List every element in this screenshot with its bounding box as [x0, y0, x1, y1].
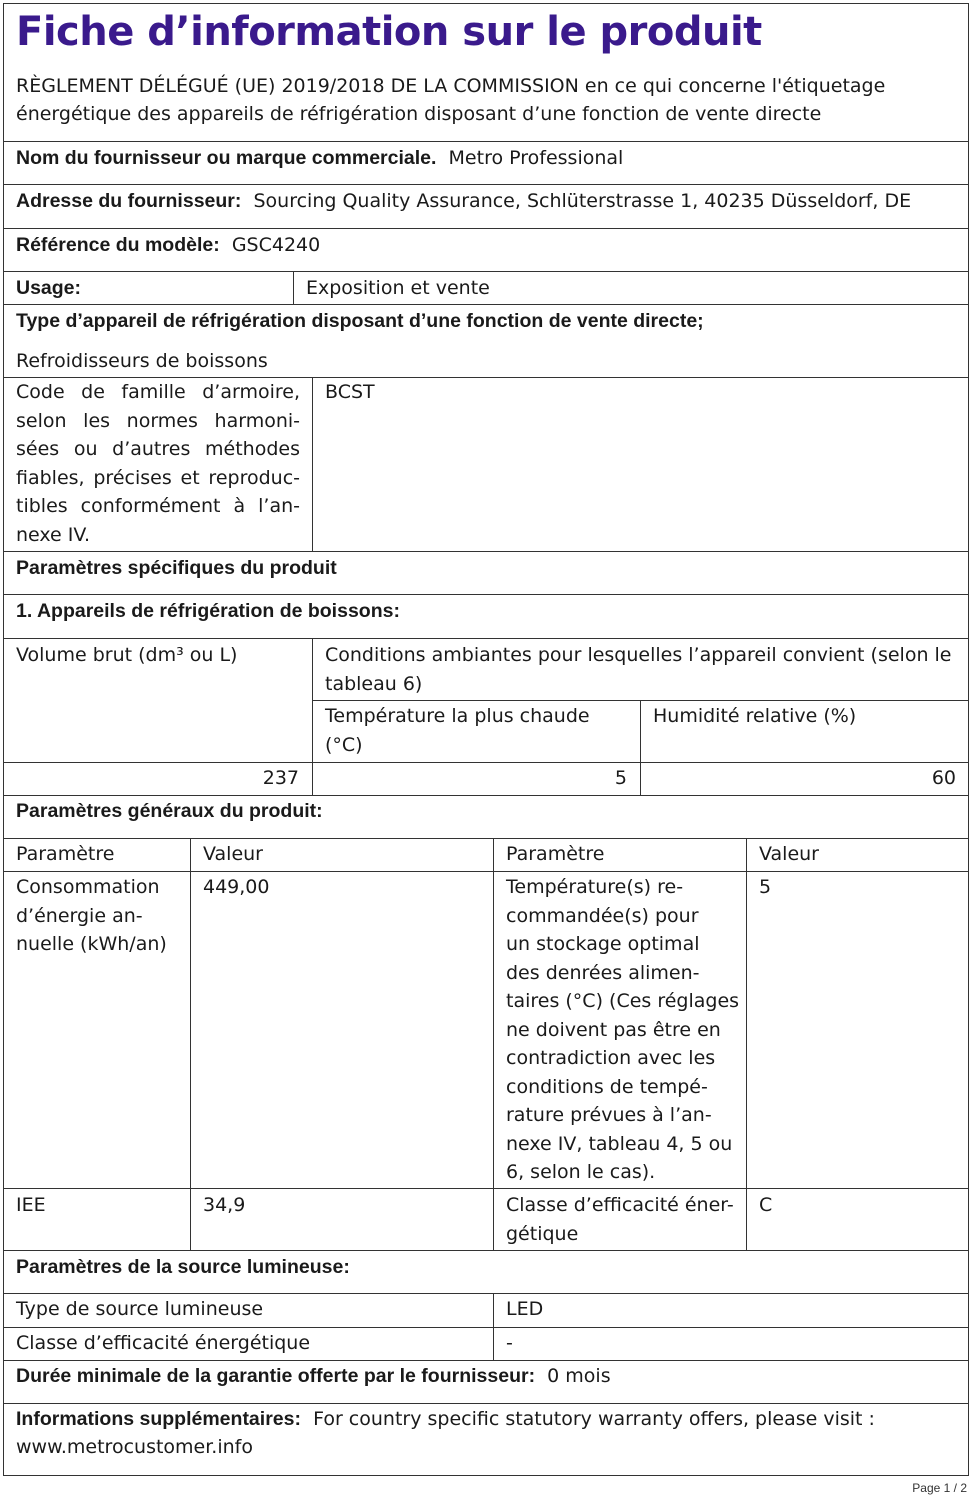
family-code-line: sées ou d’autres méthodes [16, 438, 300, 460]
appliance-type-label: Type d’appareil de réfrigération disposant d’une fonction de vente directe; [16, 310, 704, 332]
model-ref-value: GSC4240 [231, 234, 321, 256]
family-code-line: selon les normes harmoni- [16, 409, 300, 432]
rule [3, 762, 969, 763]
light-type-label: Type de source lumineuse [16, 1298, 264, 1320]
rule [3, 304, 969, 305]
rule [3, 271, 969, 272]
energy-consumption-label: Consommation d’énergie an- nuelle (kWh/an) [16, 876, 167, 955]
family-code-line: nexe IV. [16, 523, 90, 546]
energy-class-value: C [759, 1194, 773, 1216]
gross-volume-value: 237 [262, 767, 299, 789]
rule [3, 1360, 969, 1361]
energy-class-label: Classe d’efficacité éner- gétique [506, 1194, 734, 1245]
energy-consumption-value: 449,00 [203, 876, 270, 898]
supplier-address-row [16, 187, 911, 216]
beverage-heading: 1. Appareils de réfrigération de boissons: [16, 600, 400, 622]
humidity-value: 60 [931, 767, 956, 789]
col-rule [746, 838, 747, 1250]
rule [3, 1188, 969, 1189]
supplier-name-value: Metro Professional [448, 147, 624, 169]
col-header-value-2: Valeur [759, 843, 819, 865]
model-ref-row [16, 231, 320, 260]
col-rule [293, 271, 294, 304]
additional-info-value: For country specific statutory warranty offers, please visit : [313, 1408, 875, 1430]
additional-info-row [16, 1405, 875, 1434]
supplier-name-row [16, 144, 623, 173]
page-title: Fiche d’information sur le produit [16, 9, 762, 55]
iee-label: IEE [16, 1194, 46, 1216]
supplier-address-label: Adresse du fournisseur: [16, 190, 242, 212]
col-rule [493, 838, 494, 1250]
col-rule [493, 1293, 494, 1360]
ambient-conditions-label: Conditions ambiantes pour lesquelles l’appareil convient (selon le tableau 6) [325, 644, 952, 695]
light-class-value: - [506, 1332, 513, 1354]
storage-temp-value: 5 [759, 876, 772, 898]
regulation-line-1: RÈGLEMENT DÉLÉGUÉ (UE) 2019/2018 DE LA COMMISSION en ce qui concerne l'étiquetage [16, 75, 886, 97]
col-rule [312, 638, 313, 795]
specific-params-heading: Paramètres spécifiques du produit [16, 557, 337, 579]
col-header-param-2: Paramètre [506, 843, 605, 865]
warranty-row [16, 1362, 611, 1391]
light-heading: Paramètres de la source lumineuse: [16, 1256, 350, 1278]
rule [3, 141, 969, 142]
family-code-line: fiables, précises et reproduc- [16, 466, 300, 489]
family-code-line: tibles conformément à l’an- [16, 495, 300, 517]
rule [3, 838, 969, 839]
family-code-value: BCST [325, 381, 375, 403]
gross-volume-label: Volume brut (dm³ ou L) [16, 644, 238, 666]
appliance-type-value: Refroidisseurs de boissons [16, 350, 268, 372]
family-code-line: Code de famille d’armoire, [16, 381, 300, 403]
light-type-value: LED [506, 1298, 544, 1320]
warranty-label: Durée minimale de la garantie offerte par le fournisseur: [16, 1365, 536, 1387]
regulation-line-2: énergétique des appareils de réfrigération disposant d’une fonction de vente directe [16, 103, 822, 125]
rule [3, 795, 969, 796]
supplier-name-label: Nom du fournisseur ou marque commerciale. [16, 147, 437, 169]
model-ref-label: Référence du modèle: [16, 234, 220, 256]
rule [3, 1327, 969, 1328]
usage-value: Exposition et vente [306, 277, 490, 299]
rule [3, 1250, 969, 1251]
page-number: Page 1 / 2 [912, 1481, 967, 1495]
rule [3, 1403, 969, 1404]
general-heading: Paramètres généraux du produit: [16, 800, 323, 822]
col-header-param: Paramètre [16, 843, 115, 865]
rule [3, 228, 969, 229]
rule [3, 871, 969, 872]
rule [3, 551, 969, 552]
storage-temp-label: Température(s) re- commandée(s) pour un stockage optimal des denrées alimen- taires (°C) (Ces réglages ne doivent pas être en contradiction avec les conditions de tempé- rature prévues à l’an- nexe IV, tableau 4, 5 ou 6, selon le cas). [506, 876, 740, 1183]
rule [3, 1293, 969, 1294]
col-rule [190, 838, 191, 1250]
col-rule [312, 377, 313, 551]
col-header-value: Valeur [203, 843, 263, 865]
rule [3, 184, 969, 185]
rule [3, 594, 969, 595]
warranty-value: 0 mois [547, 1365, 611, 1387]
light-class-label: Classe d’efficacité énergétique [16, 1332, 311, 1354]
hottest-temp-label: Température la plus chaude (°C) [325, 705, 590, 756]
supplier-address-value: Sourcing Quality Assurance, Schlüterstrasse 1, 40235 Düsseldorf, DE [253, 190, 912, 212]
additional-info-label: Informations supplémentaires: [16, 1408, 301, 1430]
col-rule [640, 700, 641, 795]
rule [3, 638, 969, 639]
humidity-label: Humidité relative (%) [653, 705, 857, 727]
hottest-temp-value: 5 [614, 767, 627, 789]
metro-customer-link[interactable]: www.metrocustomer.info [16, 1436, 253, 1458]
iee-value: 34,9 [203, 1194, 246, 1216]
usage-label: Usage: [16, 277, 82, 299]
